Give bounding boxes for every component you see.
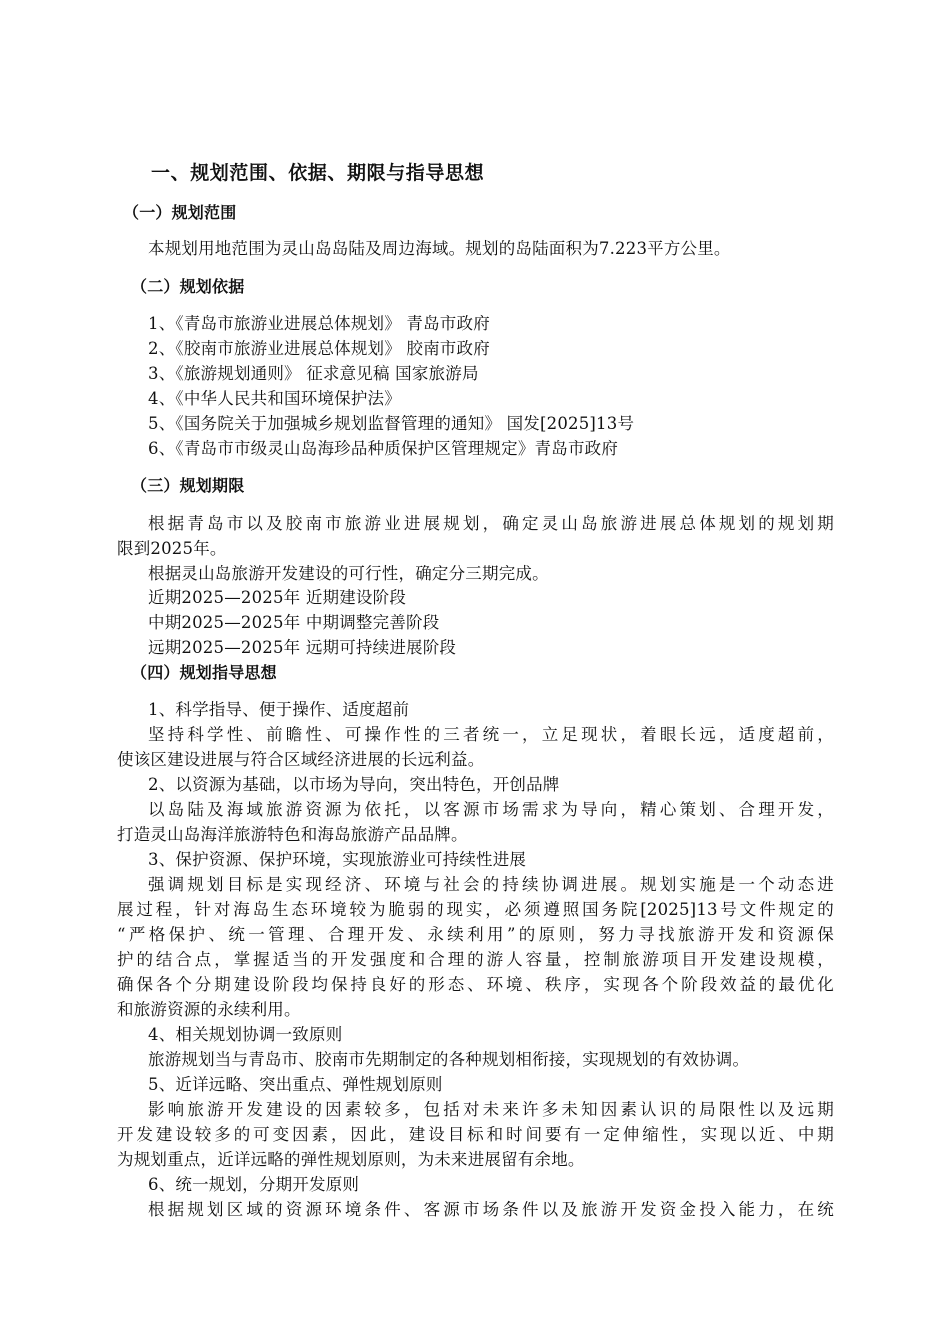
guidance-line: 4、相关规划协调一致原则 <box>148 1025 343 1044</box>
guidance-line: 展过程，针对海岛生态环境较为脆弱的现实，必须遵照国务院[2025]13号文件规定的 <box>117 900 834 919</box>
guidance-line: 护的结合点，掌握适当的开发强度和合理的游人容量，控制旅游项目开发建设规模， <box>117 950 834 969</box>
guidance-line: 开发建设较多的可变因素，因此，建设目标和时间要有一定伸缩性，实现以近、中期 <box>117 1125 834 1144</box>
guidance-line: 以岛陆及海域旅游资源为依托，以客源市场需求为导向，精心策划、合理开发， <box>148 800 834 819</box>
guidance-line: 1、科学指导、便于操作、适度超前 <box>148 700 410 719</box>
basis-item-4: 4、《中华人民共和国环境保护法》 <box>148 389 401 408</box>
guidance-line: 影响旅游开发建设的因素较多，包括对未来许多未知因素认识的局限性以及远期 <box>148 1100 834 1119</box>
guidance-line: 5、近详远略、突出重点、弹性规划原则 <box>148 1075 443 1094</box>
guidance-line: 为规划重点，近详远略的弹性规划原则，为未来进展留有余地。 <box>117 1150 585 1169</box>
section-period-title: （三）规划期限 <box>131 476 245 495</box>
basis-item-6: 6、《青岛市市级灵山岛海珍品种质保护区管理规定》青岛市政府 <box>148 439 619 458</box>
phase-near: 近期2025—2025年 近期建设阶段 <box>148 588 407 607</box>
guidance-line: 3、保护资源、保护环境，实现旅游业可持续性进展 <box>148 850 527 869</box>
guidance-line: 打造灵山岛海洋旅游特色和海岛旅游产品品牌。 <box>117 825 468 844</box>
phase-mid: 中期2025—2025年 中期调整完善阶段 <box>148 613 440 632</box>
scope-text: 本规划用地范围为灵山岛岛陆及周边海域。规划的岛陆面积为7.223平方公里。 <box>148 239 731 258</box>
basis-item-5: 5、《国务院关于加强城乡规划监督管理的通知》 国发[2025]13号 <box>148 414 635 433</box>
guidance-line: 根据规划区域的资源环境条件、客源市场条件以及旅游开发资金投入能力，在统 <box>148 1200 834 1219</box>
section-basis-title: （二）规划依据 <box>131 277 245 296</box>
guidance-line: 旅游规划当与青岛市、胶南市先期制定的各种规划相衔接，实现规划的有效协调。 <box>148 1050 750 1069</box>
section-scope-title: （一）规划范围 <box>123 203 237 222</box>
period-paragraph-2: 根据灵山岛旅游开发建设的可行性，确定分三期完成。 <box>148 564 549 583</box>
guidance-line: 强调规划目标是实现经济、环境与社会的持续协调进展。规划实施是一个动态进 <box>148 875 834 894</box>
guidance-line: “严格保护、统一管理、合理开发、永续利用”的原则，努力寻找旅游开发和资源保 <box>117 925 834 944</box>
phase-far: 远期2025—2025年 远期可持续进展阶段 <box>148 638 457 657</box>
basis-item-3: 3、《旅游规划通则》 征求意见稿 国家旅游局 <box>148 364 479 383</box>
guidance-line: 2、以资源为基础，以市场为导向，突出特色，开创品牌 <box>148 775 560 794</box>
period-paragraph-line-2: 限到2025年。 <box>117 539 227 558</box>
guidance-line: 和旅游资源的永续利用。 <box>117 1000 301 1019</box>
guidance-line: 确保各个分期建设阶段均保持良好的形态、环境、秩序，实现各个阶段效益的最优化 <box>117 975 834 994</box>
guidance-line: 坚持科学性、前瞻性、可操作性的三者统一，立足现状，着眼长远，适度超前， <box>148 725 834 744</box>
main-heading: 一、规划范围、依据、期限与指导思想 <box>151 162 485 184</box>
period-paragraph-line-1: 根据青岛市以及胶南市旅游业进展规划，确定灵山岛旅游进展总体规划的规划期 <box>148 514 834 533</box>
basis-item-1: 1、《青岛市旅游业进展总体规划》 青岛市政府 <box>148 314 490 333</box>
basis-item-2: 2、《胶南市旅游业进展总体规划》 胶南市政府 <box>148 339 490 358</box>
section-guidance-title: （四）规划指导思想 <box>131 663 277 682</box>
guidance-line: 6、统一规划，分期开发原则 <box>148 1175 360 1194</box>
guidance-line: 使该区建设进展与符合区域经济进展的长远利益。 <box>117 750 485 769</box>
